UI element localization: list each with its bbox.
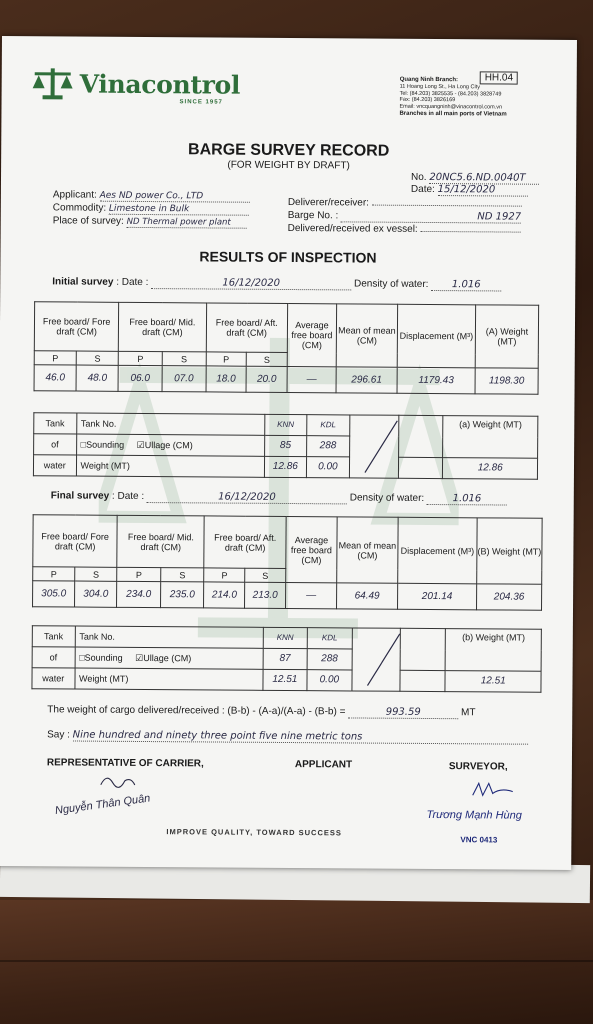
ps-label: S [161, 568, 205, 582]
value-cell: 46.0 [34, 365, 76, 391]
say-label: Say : [47, 729, 70, 741]
final-density-value: 1.016 [427, 493, 507, 506]
of-label: of [34, 434, 77, 455]
value-cell: 214.0 [204, 582, 245, 608]
sounding-checkbox[interactable]: □Sounding [80, 439, 125, 450]
barge-label: Barge No. : [287, 209, 339, 222]
ps-label: S [162, 352, 206, 366]
ullage-value: 85 [264, 435, 307, 456]
initial-draft-table [34, 301, 540, 395]
value-cell: 213.0 [245, 582, 286, 608]
method-cell [76, 434, 264, 456]
say-line [47, 729, 528, 744]
branch-tel: Tel: (84.203) 3825535 - (84.203) 3828749 [399, 90, 502, 98]
final-tank-table [31, 625, 541, 693]
value-cell: 235.0 [160, 582, 204, 608]
initial-date-value: 16/12/2020 [151, 277, 351, 290]
plank-seam [0, 960, 593, 962]
tank-col-kdl: KDL [307, 628, 352, 649]
document-date [411, 184, 528, 197]
vessel-line [288, 223, 521, 236]
since-text: SINCE 1957 [179, 99, 223, 106]
tank-empty-cell [399, 457, 443, 478]
tank-result-label: (a) Weight (MT) [443, 416, 538, 459]
final-date-label: : Date : [111, 490, 145, 503]
ps-label: P [33, 567, 75, 581]
tank-weight-value: 12.51 [263, 669, 308, 690]
header-mean: Mean of mean (CM) [337, 517, 398, 583]
deliverer-value [372, 205, 522, 207]
ps-label: S [246, 352, 287, 366]
surveyor-initial-signature [469, 779, 517, 801]
tank-weight-value: 0.00 [307, 457, 350, 478]
tank-result-value: 12.51 [445, 671, 541, 693]
tank-label: Tank [32, 626, 75, 647]
applicant-value: Aes ND power Co., LTD [100, 191, 250, 203]
ps-label: P [117, 567, 161, 581]
barge-line [288, 210, 521, 224]
branch-fax: Fax: (84.203) 3826169 [399, 97, 456, 104]
cargo-value: 993.59 [348, 706, 458, 719]
branch-info [399, 77, 569, 119]
carrier-label: REPRESENTATIVE OF CARRIER, [46, 757, 204, 770]
header-fore-draft: Free board/ Fore draft (CM) [34, 302, 119, 352]
place-line [53, 215, 247, 228]
ps-label: P [34, 351, 76, 365]
header-average: Average free board (CM) [286, 516, 337, 582]
sounding-checkbox[interactable]: □Sounding [79, 652, 123, 663]
surveyor-code: VNC 0413 [460, 835, 498, 845]
branch-note: Branches in all main ports of Vietnam [399, 110, 507, 118]
value-cell: 20.0 [246, 366, 287, 392]
ps-label: S [76, 351, 118, 365]
no-value: 20NC5.6.ND.0040T [429, 172, 539, 185]
document-subtitle: (FOR WEIGHT BY DRAFT) [227, 159, 350, 172]
company-name: Vinacontrol [79, 69, 241, 100]
tank-result-value: 12.86 [443, 458, 538, 480]
cargo-weight-line [47, 704, 475, 719]
applicant-label: Applicant: [52, 189, 97, 201]
document-title: BARGE SURVEY RECORD [188, 141, 390, 160]
value-cell: 06.0 [118, 365, 162, 391]
survey-document [0, 36, 577, 870]
vinacontrol-logo [32, 66, 241, 101]
tank-empty-cell [399, 415, 443, 457]
header-mid-draft: Free board/ Mid. draft (CM) [117, 515, 205, 568]
final-density-label: Density of water: [349, 492, 425, 504]
deliverer-line [288, 197, 522, 210]
tank-weight-label: Weight (MT) [74, 668, 262, 690]
date-label: Date: [410, 183, 435, 196]
place-label: Place of survey: [52, 215, 124, 227]
cargo-unit: MT [460, 707, 476, 719]
value-cell: — [286, 582, 337, 608]
table-edge [0, 900, 593, 1024]
value-cell: 64.49 [337, 583, 398, 609]
say-value: Nine hundred and ninety three point five nine metric tons [73, 730, 528, 745]
branch-address: 11 Hoang Long St., Ha Long City [399, 83, 480, 91]
tank-col-knn: KNN [263, 627, 308, 648]
ullage-value: 288 [307, 649, 352, 670]
applicant-sign-label: APPLICANT [294, 759, 353, 771]
form-code: HH.04 [480, 71, 518, 84]
results-title: RESULTS OF INSPECTION [199, 248, 377, 266]
tank-no-label: Tank No. [75, 626, 263, 648]
value-cell: 304.0 [75, 581, 117, 607]
value-cell: 204.36 [477, 584, 542, 610]
header-fore-draft: Free board/ Fore draft (CM) [33, 515, 118, 568]
header-displacement: Displacement (M³) [397, 304, 475, 368]
value-cell: 234.0 [117, 581, 161, 607]
header-weight-b: (B) Weight (MT) [477, 518, 542, 584]
of-label: of [32, 647, 75, 668]
header-average: Average free board (CM) [287, 304, 336, 367]
applicant-line [53, 189, 250, 202]
initial-label: Initial survey [52, 276, 114, 288]
value-cell: 07.0 [162, 366, 206, 392]
ps-label: S [245, 568, 286, 582]
place-value: ND Thermal power plant [127, 217, 247, 229]
header-displacement: Displacement (M³) [398, 517, 477, 584]
surveyor-name: Trương Mạnh Hùng [426, 808, 522, 822]
ullage-checkbox[interactable]: ☑Ullage (CM) [136, 439, 193, 451]
strike-mark-icon [359, 630, 407, 690]
ps-label: P [204, 568, 245, 582]
surveyor-label: SURVEYOR, [448, 761, 508, 773]
vessel-value [420, 231, 520, 233]
initial-tank-table [33, 412, 538, 480]
value-cell: 201.14 [398, 583, 477, 610]
initial-date-label: : Date : [116, 276, 149, 289]
scale-logo-icon [32, 66, 74, 100]
commodity-value: Limestone in Bulk [109, 204, 249, 216]
ullage-checkbox[interactable]: ☑Ullage (CM) [135, 652, 192, 664]
header-mid-draft: Free board/ Mid. draft (CM) [119, 302, 207, 352]
ps-label: S [75, 567, 117, 581]
header-weight-a: (A) Weight (MT) [475, 305, 538, 368]
branch-email: Email: vncquangninh@vinacontrol.com.vn [399, 103, 503, 111]
commodity-label: Commodity: [52, 202, 107, 214]
final-label: Final survey [50, 490, 110, 502]
value-cell: 1179.43 [397, 367, 475, 394]
deliverer-label: Deliverer/receiver: [287, 196, 370, 209]
date-value: 15/12/2020 [438, 184, 528, 197]
initial-density-label: Density of water: [353, 278, 429, 290]
initial-survey-line [52, 276, 501, 291]
document-number [411, 172, 539, 185]
water-label: water [32, 668, 75, 689]
tank-no-label: Tank No. [76, 413, 264, 435]
footer-slogan: IMPROVE QUALITY, TOWARD SUCCESS [166, 827, 342, 838]
tank-col-kdl: KDL [307, 415, 350, 436]
value-cell: 48.0 [76, 365, 118, 391]
final-date-value: 16/12/2020 [147, 491, 347, 504]
value-cell: 305.0 [33, 581, 75, 607]
ps-label: P [206, 352, 247, 366]
cargo-formula: The weight of cargo delivered/received : (B-b) - (A-a)/(A-a) - (B-b) = [47, 704, 346, 718]
method-cell [75, 647, 263, 669]
carrier-initial-signature [97, 771, 137, 793]
ullage-value: 288 [307, 436, 350, 457]
final-draft-table [32, 514, 543, 611]
tank-weight-label: Weight (MT) [76, 455, 264, 477]
value-cell: 1198.30 [475, 368, 538, 394]
vessel-label: Delivered/received ex vessel: [287, 222, 418, 235]
tank-col-knn: KNN [264, 414, 307, 435]
tank-result-label: (b) Weight (MT) [446, 629, 542, 672]
header-mean: Mean of mean (CM) [336, 304, 397, 367]
tank-weight-value: 0.00 [307, 670, 352, 691]
ps-label: P [119, 351, 163, 365]
tank-weight-value: 12.86 [264, 456, 307, 477]
tank-label: Tank [34, 413, 77, 434]
branch-name: Quang Ninh Branch: [399, 76, 459, 84]
carrier-signature: Nguyễn Thân Quân [54, 792, 152, 818]
initial-density-value: 1.016 [431, 279, 501, 291]
ullage-value: 87 [263, 648, 308, 669]
header-aft-draft: Free board/ Aft. draft (CM) [206, 303, 288, 353]
value-cell: 296.61 [336, 367, 397, 393]
strike-mark-icon [357, 416, 405, 476]
value-cell: 18.0 [206, 366, 247, 392]
commodity-line [53, 202, 249, 215]
water-label: water [33, 455, 76, 476]
barge-value: ND 1927 [341, 210, 521, 223]
value-cell: — [287, 366, 336, 392]
no-label: No. [410, 171, 427, 183]
header-aft-draft: Free board/ Aft. draft (CM) [204, 516, 286, 569]
